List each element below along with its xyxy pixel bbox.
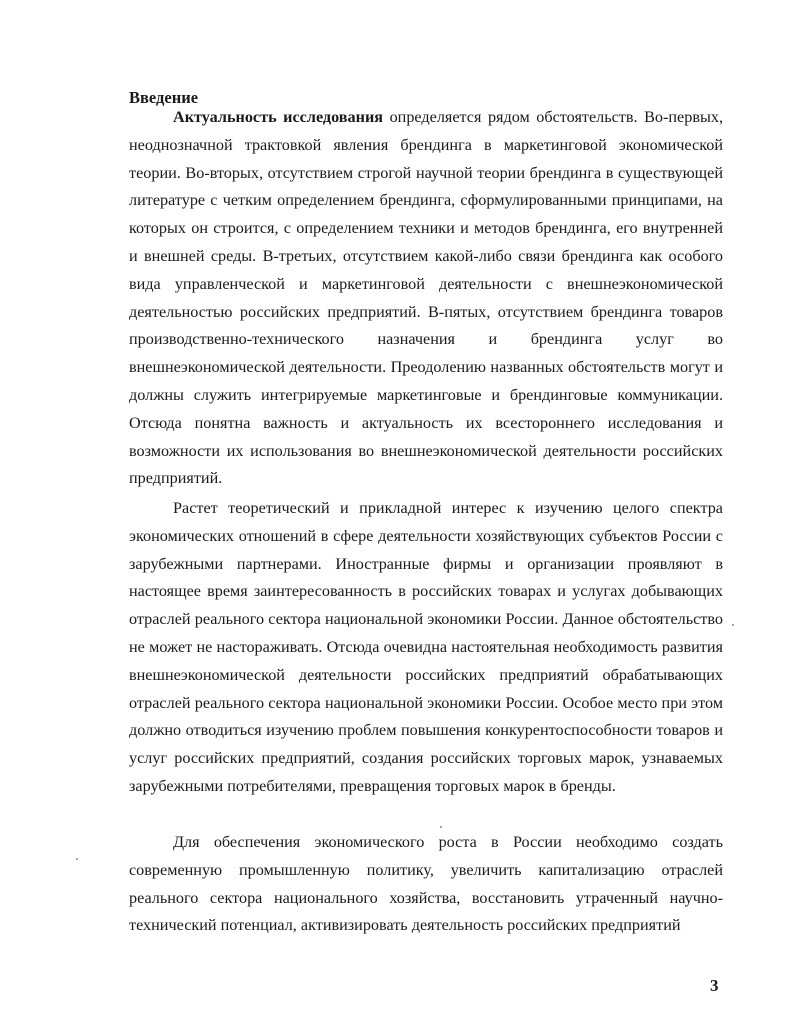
- paragraph-text: Для обеспечения экономического роста в России необходимо создать современную промышленную политику, увеличить капитализацию отраслей реального сектора национального хозяйства, восстановить утраченный научно-технический потенциал, активизировать деятельность российских предприятий: [129, 833, 723, 935]
- scan-speck: [732, 624, 734, 626]
- paragraph-relevance: [129, 104, 723, 493]
- paragraph-growth: [129, 829, 723, 940]
- scan-speck: [76, 858, 78, 860]
- paragraph-lead-phrase: Актуальность исследования: [173, 108, 384, 126]
- paragraph-text: Растет теоретический и прикладной интерес к изучению целого спектра экономических отношений в сфере деятельности хозяйствующих субъектов России с зарубежными партнерами. Иностранные фирмы и организации проявляют в настоящее время заинтересованность в российских товарах и услугах добывающих отраслей реального сектора национальной экономики России. Данное обстоятельство не может не настораживать. Отсюда очевидна настоятельная необходимость развития внешнеэкономической деятельности российских предприятий обрабатывающих отраслей реального сектора национальной экономики России. Особое место при этом должно отводиться изучению проблем повышения конкурентоспособности товаров и услуг российских предприятий, создания российских торговых марок, узнаваемых зарубежными потребителями, превращения торговых марок в бренды.: [129, 499, 723, 795]
- paragraph-text: определяется рядом обстоятельств. Во-первых, неоднозначной трактовкой явления брендинга в маркетинговой экономической теории. Во-вторых, отсутствием строгой научной теории брендинга в существующей литературе с четким определением брендинга, сформулированными принципами, на которых он строится, с определением техники и методов брендинга, его внутренней и внешней среды. В-третьих, отсутствием какой-либо связи брендинга как особого вида управленческой и маркетинговой деятельности с внешнеэкономической деятельностью российских предприятий. В-пятых, отсутствием брендинга товаров производственно-технического назначения и брендинга услуг во внешнеэкономической деятельности. Преодолению названных обстоятельств могут и должны служить интегрируемые маркетинговые и брендинговые коммуникации. Отсюда понятна важность и актуальность их всестороннего исследования и возможности их использования во внешнеэкономической деятельности российских предприятий.: [129, 108, 723, 488]
- page-number: 3: [710, 976, 719, 995]
- scan-speck: [440, 826, 442, 828]
- section-heading: Введение: [129, 88, 199, 107]
- paragraph-interest: [129, 495, 723, 801]
